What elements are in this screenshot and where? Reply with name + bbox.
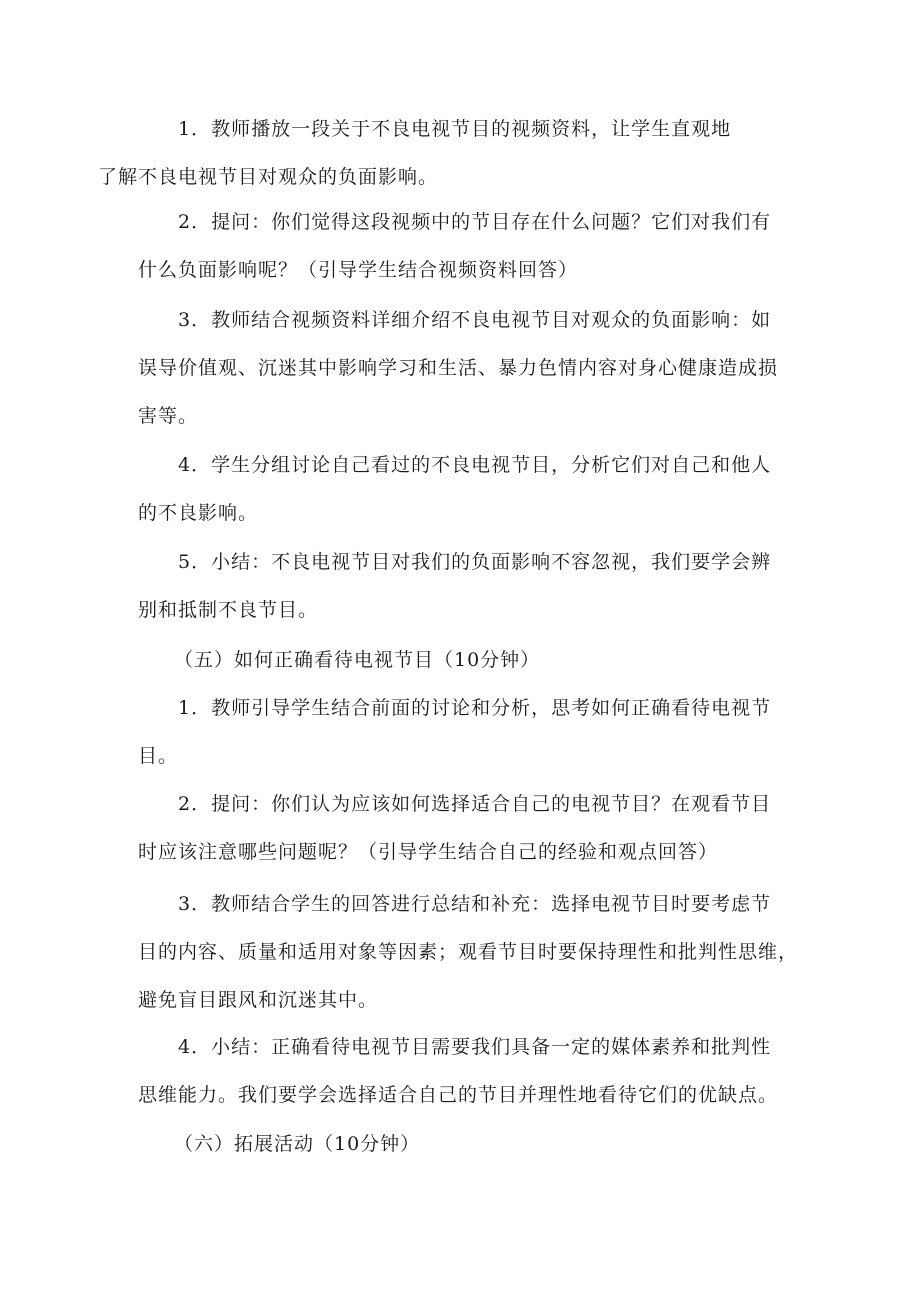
paragraph-s4-item-5 [138,538,798,634]
paragraph-s5-item-3 [138,880,798,1024]
text-line: 3．教师结合学生的回答进行总结和补充：选择电视节目时要考虑节 [178,893,772,915]
paragraph-s4-item-1 [98,105,798,201]
text-line: 2．提问：你们认为应该如何选择适合自己的电视节目？在观看节目 [178,793,772,815]
text-line: 的不良影响。 [138,502,259,524]
text-line: 害等。 [138,405,199,427]
text-line: 3．教师结合视频资料详细介绍不良电视节目对观众的负面影响：如 [178,309,772,331]
section-heading-6: （六）拓展活动（10分钟） [174,1133,421,1155]
paragraph-s5-item-1 [138,684,798,780]
text-line: 误导价值观、沉迷其中影响学习和生活、暴力色情内容对身心健康造成损 [138,357,779,379]
text-line: 2．提问：你们觉得这段视频中的节目存在什么问题？它们对我们有 [178,211,772,233]
paragraph-s5-item-2 [138,780,798,876]
text-line: 避免盲目跟风和沉迷其中。 [138,989,379,1011]
text-line: 时应该注意哪些问题呢？（引导学生结合自己的经验和观点回答） [138,841,719,863]
paragraph-s5-item-4 [138,1023,798,1119]
text-line: 目。 [138,745,179,767]
paragraph-s4-item-3 [138,296,798,440]
text-line: 4．小结：正确看待电视节目需要我们具备一定的媒体素养和批判性 [178,1036,772,1058]
text-line: 5．小结：不良电视节目对我们的负面影响不容忽视，我们要学会辨 [178,551,772,573]
text-line: 思维能力。我们要学会选择适合自己的节目并理性地看待它们的优缺点。 [138,1084,779,1106]
text-line: 目的内容、质量和适用对象等因素；观看节目时要保持理性和批判性思维， [138,941,799,963]
text-line: 1．教师引导学生结合前面的讨论和分析，思考如何正确看待电视节 [178,697,772,719]
paragraph-s4-item-2 [138,198,798,294]
text-line: 什么负面影响呢？（引导学生结合视频资料回答） [138,259,579,281]
text-line: 别和抵制不良节目。 [138,599,319,621]
section-heading-5: （五）如何正确看待电视节目（10分钟） [174,649,541,671]
text-line: 4．学生分组讨论自己看过的不良电视节目，分析它们对自己和他人 [178,454,772,476]
text-line: 了解不良电视节目对观众的负面影响。 [98,166,439,188]
paragraph-s4-item-4 [138,441,798,537]
text-line: 1．教师播放一段关于不良电视节目的视频资料，让学生直观地 [178,118,732,140]
